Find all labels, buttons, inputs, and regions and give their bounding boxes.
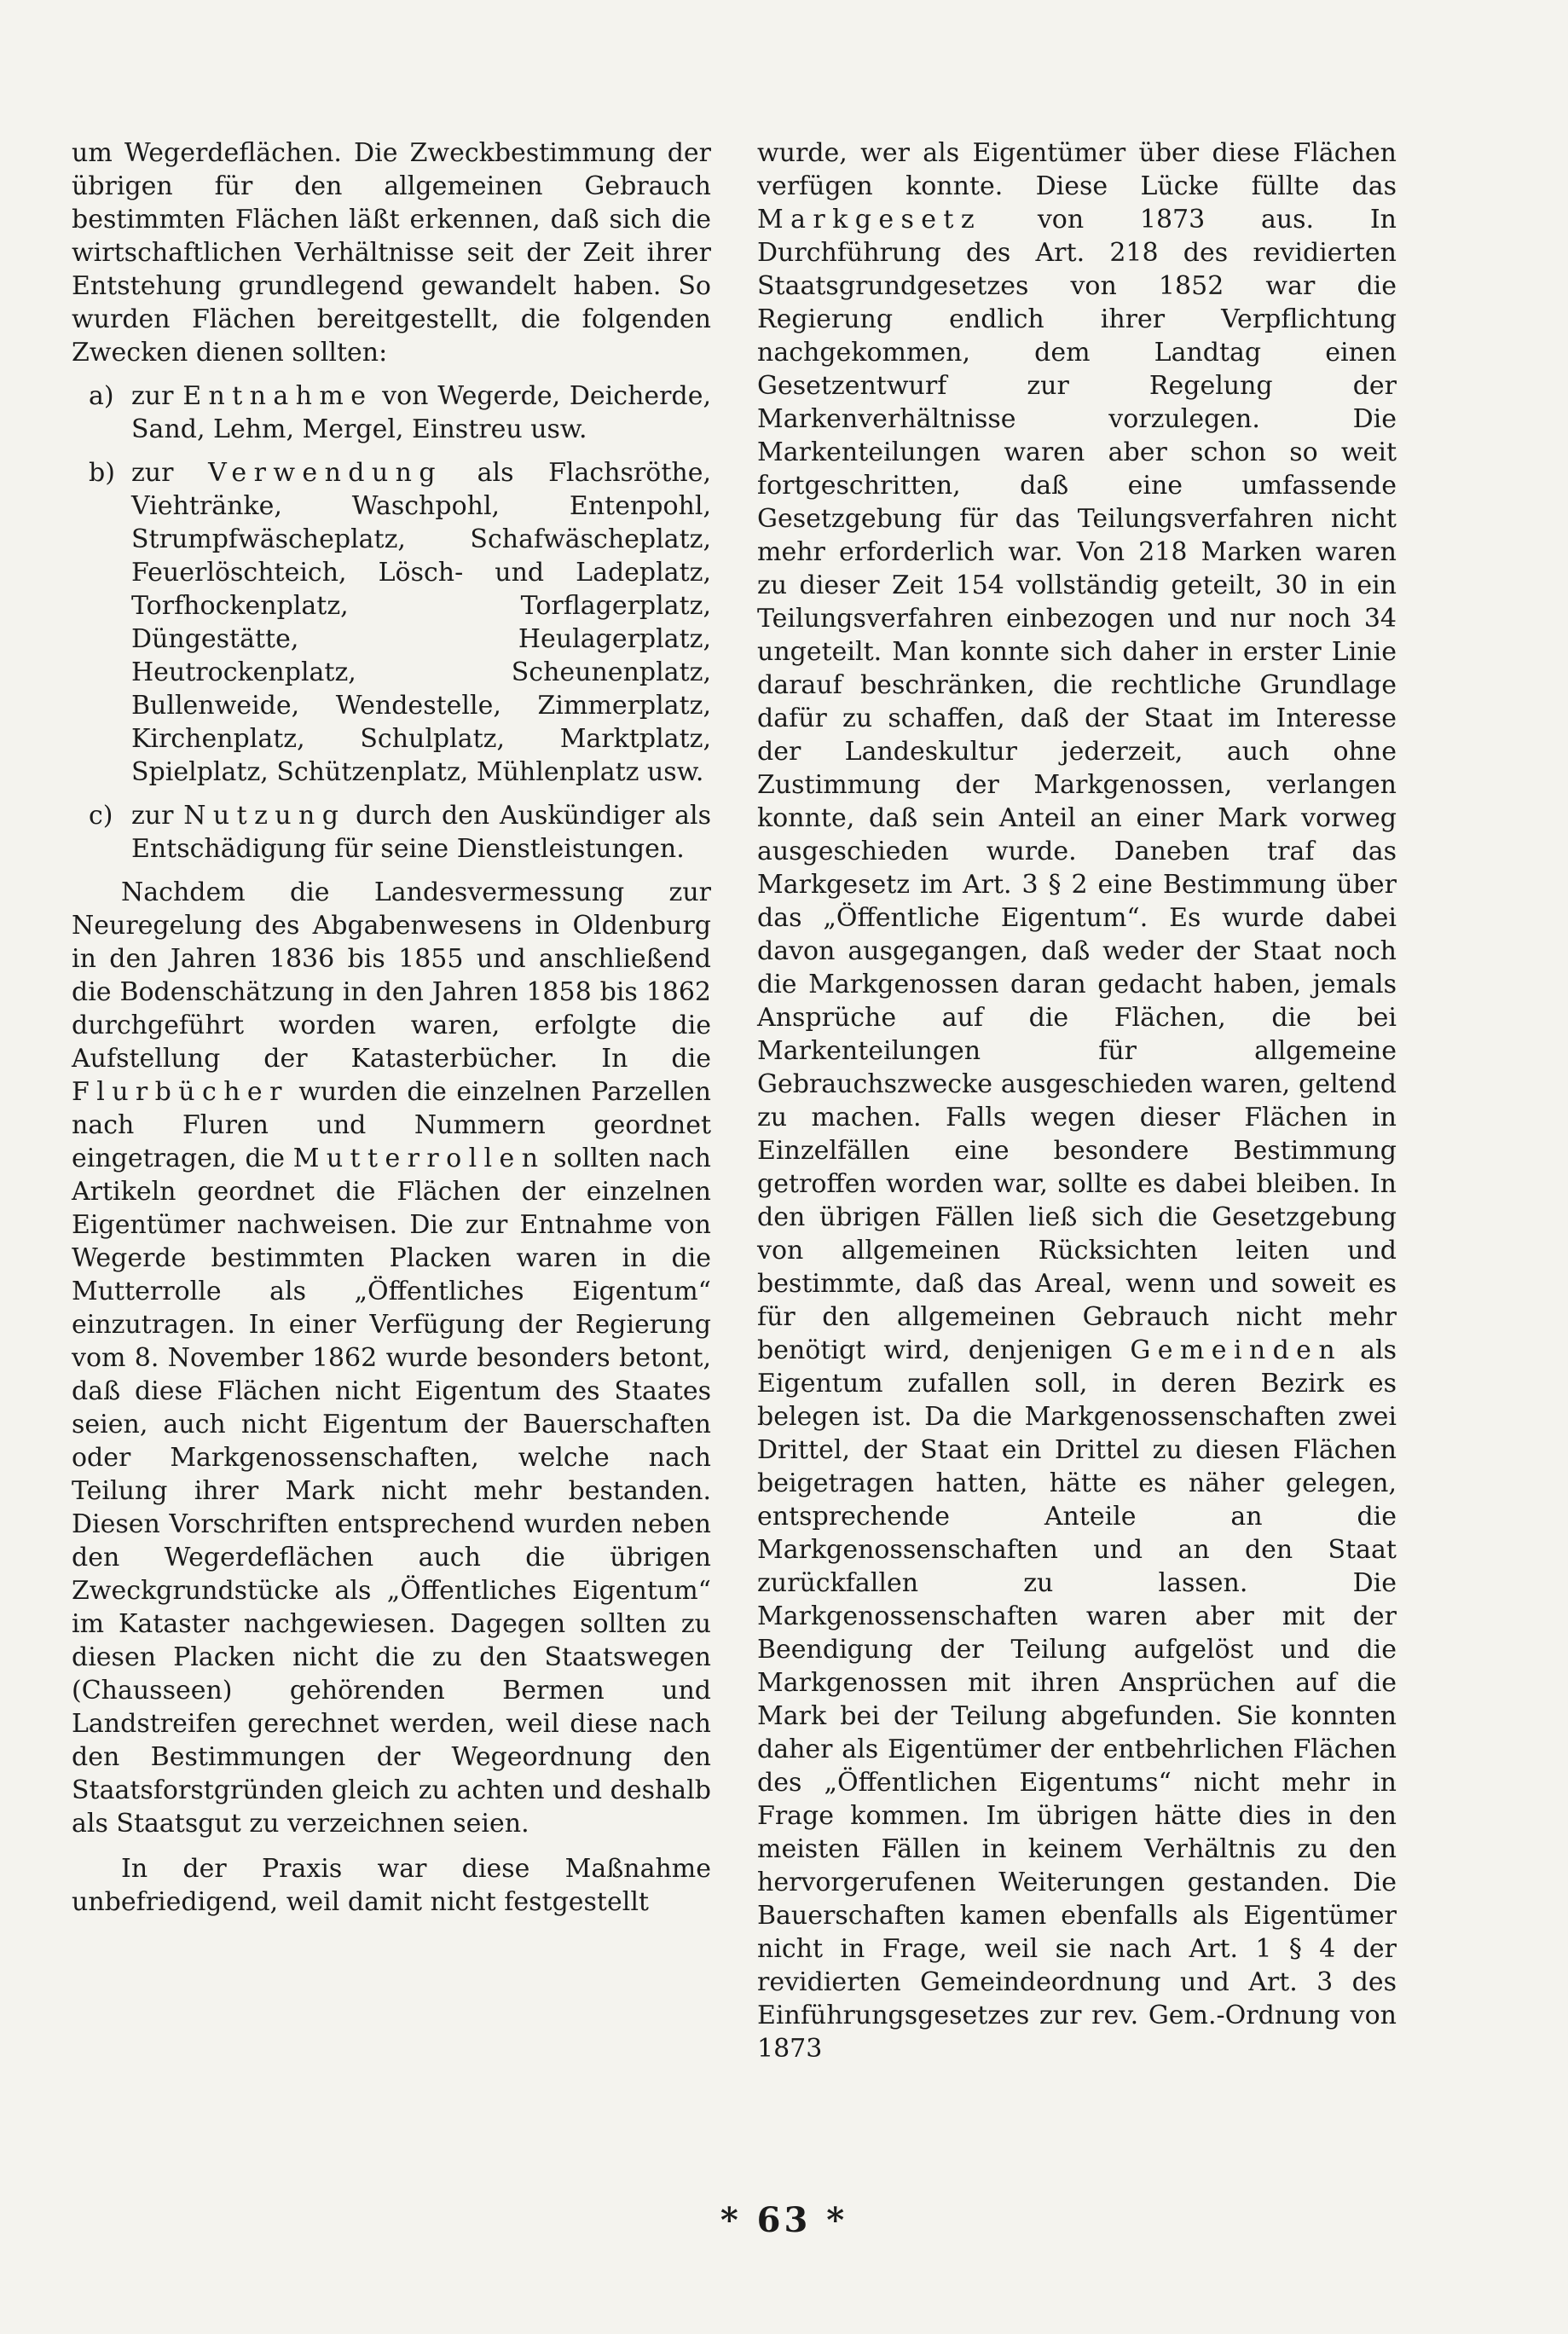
purpose-list	[72, 379, 711, 866]
page-number: * 63 *	[720, 2200, 848, 2240]
spaced-term: Mutterrollen	[292, 1144, 546, 1173]
spaced-term: Entnahme	[182, 381, 373, 411]
spaced-term: Flurbücher	[72, 1077, 289, 1107]
spaced-term: Nutzung	[183, 801, 346, 831]
list-marker: b)	[89, 458, 115, 488]
cadastre-paragraph	[72, 876, 711, 1840]
list-text: zur	[131, 801, 184, 831]
paragraph-text: wurde, wer als Eigentümer über diese Flächen verfügen konnte. Diese Lücke füllte das	[757, 138, 1397, 201]
list-item-b	[72, 456, 711, 789]
list-marker: c)	[89, 801, 113, 831]
paragraph-text: Nachdem die Landesvermessung zur Neuregelung des Abgabenwesens in Oldenburg in den Jahren 1836 bis 1855 und anschließend die Bodenschätzung in den Jahren 1858 bis 1862 durchgeführt worden waren, erfolgte die Aufstellung der Katasterbücher. In die	[72, 877, 711, 1074]
intro-paragraph: um Wegerdeflächen. Die Zweckbestimmung der übrigen für den allgemeinen Gebrauch bestimmten Flächen läßt erkennen, daß sich die wirtschaftlichen Verhältnisse seit der Zeit ihrer Entstehung grundlegend gewandelt haben. So wurden Flächen bereitgestellt, die folgenden Zwecken dienen sollten:	[72, 138, 711, 368]
list-text: zur	[131, 381, 183, 411]
paragraph-text: als Eigentum zufallen soll, in deren Bezirk es belegen ist. Da die Markgenossenschaften zwei Drittel, der Staat ein Drittel zu diesen Flächen beigetragen hatten, hätte es näher gelegen, entsprechende Anteile an die Markgenossenschaften und an den Staat zurückfallen zu lassen. Die Markgenossenschaften waren aber mit der Beendigung der Teilung aufgelöst und die Markgenossen mit ihren Ansprüchen auf die Mark bei der Teilung abgefunden. Sie konnten daher als Eigentümer der entbehrlichen Flächen des „Öffentlichen Eigentums“ nicht mehr in Frage kommen. Im übrigen hätte dies in den meisten Fällen in keinem Verhältnis zu den hervorgerufenen Weiterungen gestanden. Die Bauerschaften kamen ebenfalls als Eigentümer nicht in Frage, weil sie nach Art. 1 § 4 der revidierten Gemeindeordnung und Art. 3 des Einführungsgesetzes zur rev. Gem.-Ordnung von 1873	[757, 1335, 1397, 2064]
list-item-c	[72, 799, 711, 866]
list-text: durch den Auskündiger als Entschädigung für seine Dienstleistungen.	[131, 801, 711, 864]
practice-paragraph: In der Praxis war diese Maßnahme unbefriedigend, weil damit nicht festgestellt	[72, 1854, 711, 1917]
list-text: von Wegerde, Deicherde, Sand, Lehm, Mergel, Einstreu usw.	[131, 381, 711, 444]
list-item-a	[72, 379, 711, 446]
markgesetz-paragraph	[757, 136, 1397, 2065]
right-column	[757, 136, 1397, 2065]
spaced-term: Markgesetz	[757, 205, 982, 235]
spaced-term: Gemeinden	[1130, 1335, 1343, 1365]
list-marker: a)	[89, 381, 114, 411]
list-text: als Flachsröthe, Viehtränke, Waschpohl, Entenpohl, Strumpfwäscheplatz, Schafwäscheplatz, Feuerlöschteich, Lösch- und Ladeplatz, Torfhockenplatz, Torflagerplatz, Düngestätte, Heulagerplatz, Heutrockenplatz, Scheunenplatz, Bullenweide, Wendestelle, Zimmerplatz, Kirchenplatz, Schulplatz, Marktplatz, Spielplatz, Schützenplatz, Mühlenplatz usw.	[131, 458, 711, 787]
paragraph-text: von 1873 aus. In Durchführung des Art. 218 des revidierten Staatsgrundgesetzes von 1852 war die Regierung endlich ihrer Verpflichtung nachgekommen, dem Landtag einen Gesetzentwurf zur Regelung der Markenverhältnisse vorzulegen. Die Markenteilungen waren aber schon so weit fortgeschritten, daß eine umfassende Gesetzgebung für das Teilungsverfahren nicht mehr erforderlich war. Von 218 Marken waren zu dieser Zeit 154 vollständig geteilt, 30 in ein Teilungsverfahren einbezogen und nur noch 34 ungeteilt. Man konnte sich daher in erster Linie darauf beschränken, die rechtliche Grundlage dafür zu schaffen, daß der Staat im Interesse der Landeskultur jederzeit, auch ohne Zustimmung der Markgenossen, verlangen konnte, daß sein Anteil an einer Mark vorweg ausgeschieden wurde. Daneben traf das Markgesetz im Art. 3 § 2 eine Bestimmung über das „Öffentliche Eigentum“. Es wurde dabei davon ausgegangen, daß weder der Staat noch die Markgenossen daran gedacht haben, jemals Ansprüche auf die Flächen, die bei Markenteilungen für allgemeine Gebrauchszwecke ausgeschieden waren, geltend zu machen. Falls wegen dieser Flächen in Einzelfällen eine besondere Bestimmung getroffen worden war, sollte es dabei bleiben. In den übrigen Fällen ließ sich die Gesetzgebung von allgemeinen Rücksichten leiten und bestimmte, daß das Areal, wenn und soweit es für den allgemeinen Gebrauch nicht mehr benötigt wird, denjenigen	[757, 205, 1397, 1365]
spaced-term: Verwendung	[208, 458, 443, 488]
left-column	[72, 136, 711, 1919]
paragraph-text: wurden die einzelnen Parzellen nach Fluren und Nummern geordnet eingetragen, die	[72, 1077, 711, 1173]
paragraph-text: sollten nach Artikeln geordnet die Flächen der einzelnen Eigentümer nachweisen. Die zur Entnahme von Wegerde bestimmten Placken waren in die Mutterrolle als „Öffentliches Eigentum“ einzutragen. In einer Verfügung der Regierung vom 8. November 1862 wurde besonders betont, daß diese Flächen nicht Eigentum des Staates seien, auch nicht Eigentum der Bauerschaften oder Markgenossenschaften, welche nach Teilung ihrer Mark nicht mehr bestanden. Diesen Vorschriften entsprechend wurden neben den Wegerdeflächen auch die übrigen Zweckgrundstücke als „Öffentliches Eigentum“ im Kataster nachgewiesen. Dagegen sollten zu diesen Placken nicht die zu den Staatswegen (Chausseen) gehörenden Bermen und Landstreifen gerechnet werden, weil diese nach den Bestimmungen der Wegeordnung den Staatsforstgründen gleich zu achten und deshalb als Staatsgut zu verzeichnen seien.	[72, 1144, 711, 1839]
list-text: zur	[131, 458, 209, 488]
